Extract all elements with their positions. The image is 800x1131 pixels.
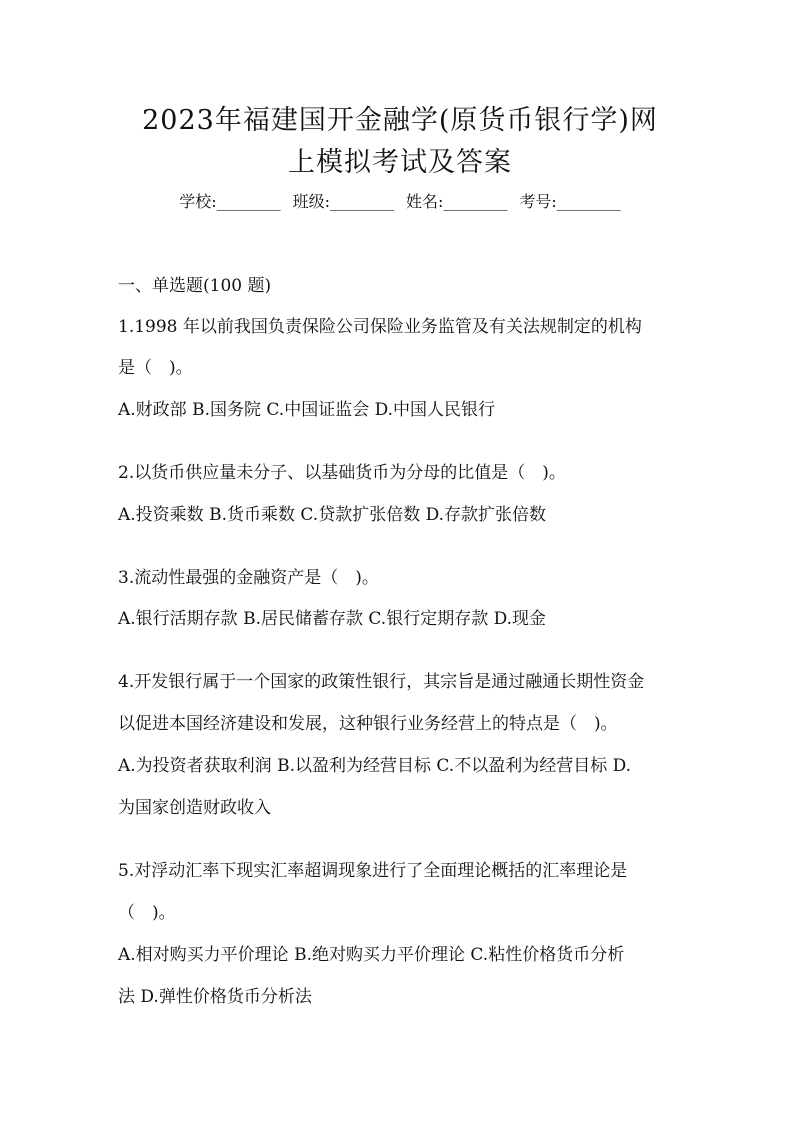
question-4-line-1: 4.开发银行属于一个国家的政策性银行，其宗旨是通过融通长期性资金	[118, 672, 645, 692]
question-5-line-1: 5.对浮动汇率下现实汇率超调现象进行了全面理论概括的汇率理论是	[118, 861, 628, 881]
question-1-line-2: 是（ )。	[118, 358, 193, 378]
page-title-line-1: 2023年福建国开金融学(原货币银行学)网	[142, 105, 658, 136]
question-1-line-1: 1.1998 年以前我国负责保险公司保险业务监管及有关法规制定的机构	[118, 317, 642, 337]
name-field: 姓名:________	[406, 192, 508, 211]
question-2-options: A.投资乘数 B.货币乘数 C.贷款扩张倍数 D.存款扩张倍数	[118, 505, 547, 525]
question-2-line-1: 2.以货币供应量未分子、以基础货币为分母的比值是（ )。	[118, 463, 566, 483]
student-info-row	[0, 190, 800, 214]
section-heading: 一、单选题(100 题)	[118, 276, 272, 296]
question-5-line-2: （ )。	[118, 903, 176, 923]
class-field: 班级:________	[292, 192, 394, 211]
question-1-options: A.财政部 B.国务院 C.中国证监会 D.中国人民银行	[118, 400, 496, 420]
question-5-options-1: A.相对购买力平价理论 B.绝对购买力平价理论 C.粘性价格货币分析	[118, 945, 625, 965]
question-3-line-1: 3.流动性最强的金融资产是（ )。	[118, 568, 379, 588]
question-5-options-2: 法 D.弹性价格货币分析法	[118, 987, 312, 1007]
question-4-options-2: 为国家创造财政收入	[118, 798, 271, 818]
question-4-line-2: 以促进本国经济建设和发展，这种银行业务经营上的特点是（ )。	[118, 714, 618, 734]
number-field: 考号:________	[519, 192, 621, 211]
question-3-options: A.银行活期存款 B.居民储蓄存款 C.银行定期存款 D.现金	[118, 609, 547, 629]
page-title-line-2: 上模拟考试及答案	[288, 147, 512, 178]
question-4-options-1: A.为投资者获取利润 B.以盈利为经营目标 C.不以盈利为经营目标 D.	[118, 756, 632, 776]
school-field: 学校:________	[179, 192, 281, 211]
